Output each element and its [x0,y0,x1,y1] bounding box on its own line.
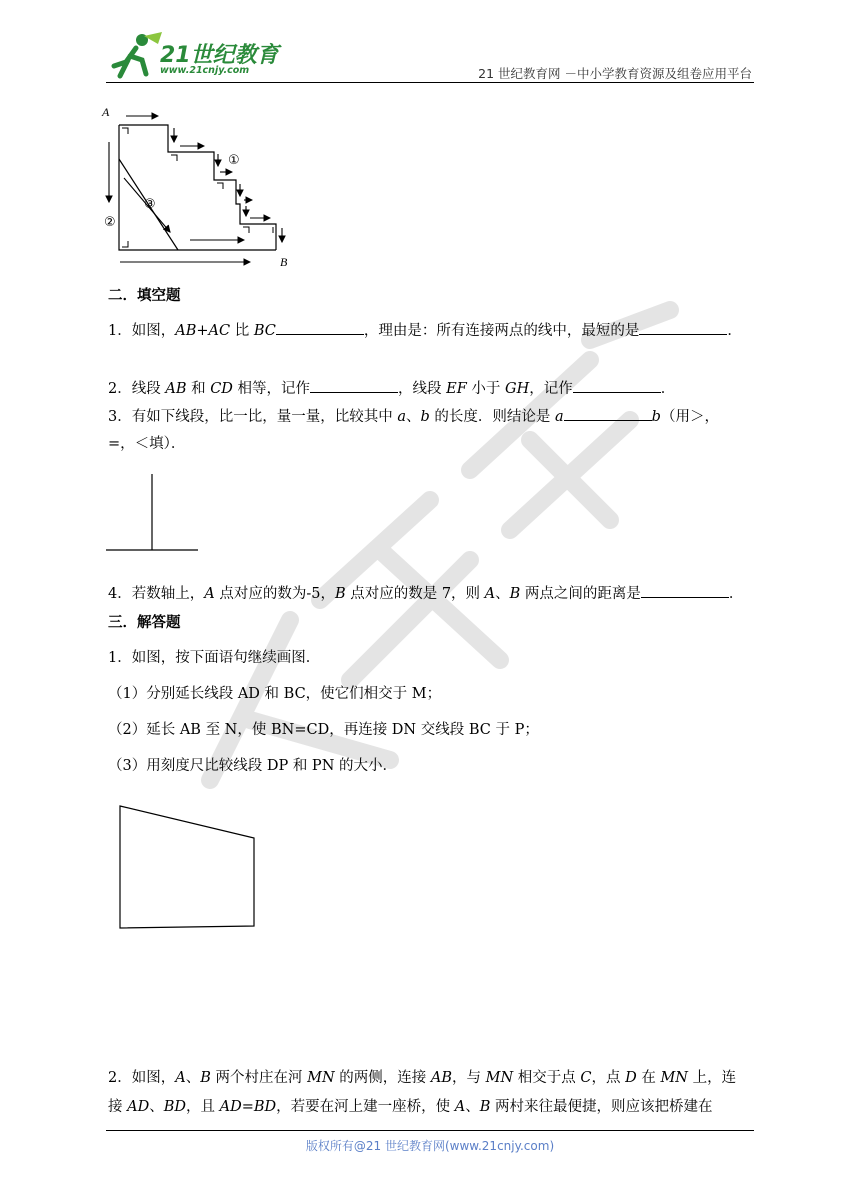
answer-blank[interactable] [564,406,652,421]
question-2-4: 4．若数轴上，A 点对应的数为-5，B 点对应的数是 7，则 A、B 两点之间的距离是 ． [108,583,743,604]
logo-title: 21世纪教育 [160,43,279,68]
site-description: 21 世纪教育网 －中小学教育资源及组卷应用平台 [478,66,752,81]
question-3-1-step3: （3）用刻度尺比较线段 DP 和 PN 的大小． [108,758,397,774]
question-2-3: 3．有如下线段，比一比，量一量，比较其中 a、b 的长度．则结论是 a b（用＞， [108,406,719,427]
question-3-1: 1．如图，按下面语句继续画图． [108,650,321,666]
question-3-1-step1: （1）分别延长线段 AD 和 BC，使它们相交于 M； [108,686,442,702]
path-label-3: ③ [144,197,156,212]
logo-url: www.21cnjy.com [160,65,250,76]
question-2-3-cont: =，＜填）． [108,436,186,452]
path-label-1: ① [228,153,240,168]
point-label-a: A [102,105,110,119]
question-2-2: 2．线段 AB 和 CD 相等，记作 ，线段 EF 小于 GH，记作 ． [108,378,675,399]
point-label-b: B [280,255,288,269]
question-3-1-step2: （2）延长 AB 至 N，使 BN=CD，再连接 DN 交线段 BC 于 P； [108,722,539,738]
answer-blank[interactable] [639,320,727,335]
staircase-path-figure [100,104,300,274]
question-3-2: 2．如图，A、B 两个村庄在河 MN 的两侧，连接 AB，与 MN 相交于点 C，点 D 在 MN 上，连 [108,1070,737,1086]
quadrilateral-abcd-figure [100,788,280,948]
runner-logo-icon [106,30,166,80]
answer-blank[interactable] [573,378,661,393]
segments-ab-figure [106,470,206,570]
answer-blank[interactable] [641,583,729,598]
section-2-title: 二．填空题 [108,288,181,304]
section-3-title: 三．解答题 [108,615,181,631]
question-3-2-cont: 接 AD、BD，且 AD=BD，若要在河上建一座桥，使 A、B 两村来往最便捷，则应该把桥建在 [108,1099,713,1115]
path-label-2: ② [104,215,116,230]
question-2-1: 1．如图，AB+AC 比 BC ，理由是：所有连接两点的线中，最短的是 ． [108,320,742,341]
footer-rule [106,1130,754,1131]
footer-copyright: 版权所有@21 世纪教育网(www.21cnjy.com) [305,1139,555,1153]
header-rule [106,82,754,83]
answer-blank[interactable] [310,378,398,393]
answer-blank[interactable] [276,320,364,335]
